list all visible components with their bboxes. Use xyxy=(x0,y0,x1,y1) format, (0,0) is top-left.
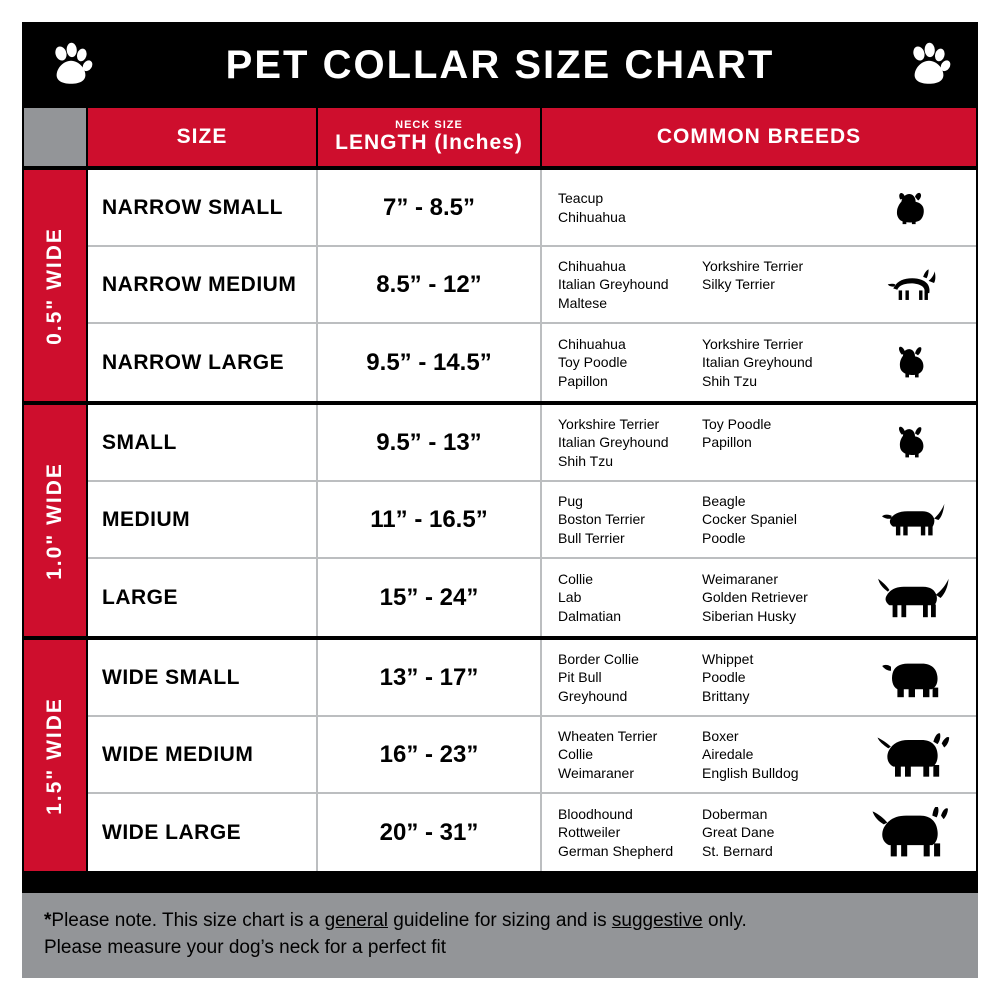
row-breeds xyxy=(542,324,976,401)
row-length: 13” - 17” xyxy=(318,640,542,715)
row-size: SMALL xyxy=(88,405,318,480)
breed-item: Golden Retriever xyxy=(702,589,808,606)
footer-line-1 xyxy=(44,907,956,935)
beagle-silhouette-icon xyxy=(860,484,970,556)
breed-item: Rottweiler xyxy=(558,824,621,841)
group-label-text: 1.0" WIDE xyxy=(43,461,66,580)
breed-item: Papillon xyxy=(558,372,608,389)
row-length: 11” - 16.5” xyxy=(318,482,542,557)
breed-item: Chihuahua xyxy=(558,335,626,352)
group-narrow xyxy=(24,166,976,401)
breed-item: Chihuahua xyxy=(558,257,626,274)
table-header-row xyxy=(24,108,976,166)
breed-item: Poodle xyxy=(702,529,746,546)
breed-item: Airedale xyxy=(702,746,754,763)
footer-underline-general: general xyxy=(324,909,388,931)
row-size: NARROW LARGE xyxy=(88,324,318,401)
breed-column-1 xyxy=(558,570,702,625)
footer-underline-suggestive: suggestive xyxy=(611,909,703,931)
breed-column-2 xyxy=(702,570,846,625)
chihuahua-silhouette-icon xyxy=(860,249,970,321)
breed-item: Pug xyxy=(558,492,583,509)
breed-column-2 xyxy=(702,335,846,390)
table-row xyxy=(88,640,976,717)
group-wide xyxy=(24,636,976,871)
row-breeds xyxy=(542,482,976,557)
breed-item: Weimaraner xyxy=(702,570,778,587)
breed-item: Italian Greyhound xyxy=(558,434,669,451)
group-label-wide xyxy=(24,640,88,871)
breed-item: Bull Terrier xyxy=(558,529,625,546)
group-label-text: 1.5" WIDE xyxy=(43,696,66,815)
breed-item: Toy Poodle xyxy=(558,354,628,371)
header-breeds: COMMON BREEDS xyxy=(542,108,976,166)
table-row xyxy=(88,482,976,559)
breed-item: Chihuahua xyxy=(558,208,626,225)
breed-column-1 xyxy=(558,257,702,312)
breed-column-1 xyxy=(558,189,702,226)
paw-print-icon xyxy=(906,42,952,88)
breed-item: Bloodhound xyxy=(558,805,633,822)
breed-item: Weimaraner xyxy=(558,764,634,781)
page-title: PET COLLAR SIZE CHART xyxy=(225,42,775,87)
yorkie-silhouette-icon xyxy=(860,172,970,244)
breed-item: English Bulldog xyxy=(702,764,799,781)
breed-column-1 xyxy=(558,727,702,782)
header-corner-cell xyxy=(24,108,88,166)
table-row xyxy=(88,559,976,636)
breed-item: Border Collie xyxy=(558,650,639,667)
footer-line-2: Please measure your dog’s neck for a perfect fit xyxy=(44,937,447,959)
breed-item: Silky Terrier xyxy=(702,276,775,293)
row-breeds xyxy=(542,170,976,245)
breed-column-2 xyxy=(702,805,846,860)
group-standard xyxy=(24,401,976,636)
breed-item: Cocker Spaniel xyxy=(702,511,797,528)
breed-item: Boxer xyxy=(702,727,739,744)
breed-item: Poodle xyxy=(702,669,746,686)
breed-item: Lab xyxy=(558,589,582,606)
breed-column-2 xyxy=(702,189,846,226)
row-length: 9.5” - 14.5” xyxy=(318,324,542,401)
breed-column-1 xyxy=(558,335,702,390)
breed-item: Maltese xyxy=(558,294,608,311)
table-row xyxy=(88,717,976,794)
group-label-narrow xyxy=(24,170,88,401)
breed-item: Greyhound xyxy=(558,687,628,704)
breed-item: Yorkshire Terrier xyxy=(702,335,804,352)
breed-item: Siberian Husky xyxy=(702,607,797,624)
row-size: NARROW SMALL xyxy=(88,170,318,245)
breed-item: Collie xyxy=(558,746,594,763)
row-size: LARGE xyxy=(88,559,318,636)
breed-item: Toy Poodle xyxy=(702,415,772,432)
breed-item: Doberman xyxy=(702,805,768,822)
breed-item: Great Dane xyxy=(702,824,775,841)
row-breeds xyxy=(542,405,976,480)
breed-column-2 xyxy=(702,650,846,705)
row-size: WIDE SMALL xyxy=(88,640,318,715)
table-row xyxy=(88,794,976,871)
footer-text-b: guideline for sizing and is xyxy=(387,909,612,931)
breed-item: Teacup xyxy=(558,190,604,207)
row-length: 8.5” - 12” xyxy=(318,247,542,322)
chart-title-bar xyxy=(22,22,978,108)
breed-item: German Shepherd xyxy=(558,842,674,859)
papillon-silhouette-icon xyxy=(860,327,970,399)
row-size: WIDE MEDIUM xyxy=(88,717,318,792)
footer-note xyxy=(22,889,978,978)
row-size: WIDE LARGE xyxy=(88,794,318,871)
table-row xyxy=(88,405,976,482)
asterisk-mark: * xyxy=(44,909,52,931)
breed-column-1 xyxy=(558,805,702,860)
breed-item: Yorkshire Terrier xyxy=(558,415,660,432)
breed-item: Italian Greyhound xyxy=(558,276,669,293)
bulldog-silhouette-icon xyxy=(860,642,970,714)
breed-column-1 xyxy=(558,650,702,705)
row-length: 20” - 31” xyxy=(318,794,542,871)
row-length: 7” - 8.5” xyxy=(318,170,542,245)
breed-column-2 xyxy=(702,492,846,547)
row-breeds xyxy=(542,794,976,871)
footer-text-a: Please note. This size chart is a xyxy=(51,909,325,931)
breed-item: Beagle xyxy=(702,492,746,509)
breed-item: Wheaten Terrier xyxy=(558,727,658,744)
group-label-text: 0.5" WIDE xyxy=(43,226,66,345)
breed-item: Whippet xyxy=(702,650,754,667)
row-length: 16” - 23” xyxy=(318,717,542,792)
size-table xyxy=(22,108,978,889)
row-breeds xyxy=(542,247,976,322)
row-breeds xyxy=(542,559,976,636)
breed-item: Shih Tzu xyxy=(702,372,757,389)
table-row xyxy=(88,170,976,247)
breed-item: Papillon xyxy=(702,434,752,451)
breed-column-1 xyxy=(558,492,702,547)
row-size: NARROW MEDIUM xyxy=(88,247,318,322)
footer-text-c: only. xyxy=(702,909,747,931)
header-length xyxy=(318,108,542,166)
breed-item: Shih Tzu xyxy=(558,452,613,469)
papillon-silhouette-icon xyxy=(860,407,970,479)
breed-item: St. Bernard xyxy=(702,842,773,859)
retriever-silhouette-icon xyxy=(860,562,970,634)
row-length: 15” - 24” xyxy=(318,559,542,636)
header-length-sub: NECK SIZE xyxy=(395,118,463,131)
boxer-silhouette-icon xyxy=(860,719,970,791)
header-length-main: LENGTH (Inches) xyxy=(335,131,523,155)
row-breeds xyxy=(542,640,976,715)
group-label-standard xyxy=(24,405,88,636)
table-row xyxy=(88,247,976,324)
table-row xyxy=(88,324,976,401)
breed-column-1 xyxy=(558,415,702,470)
doberman-silhouette-icon xyxy=(860,797,970,869)
breed-item: Pit Bull xyxy=(558,669,602,686)
breed-item: Italian Greyhound xyxy=(702,354,813,371)
breed-column-2 xyxy=(702,257,846,312)
paw-print-icon xyxy=(48,42,94,88)
breed-item: Dalmatian xyxy=(558,607,622,624)
row-size: MEDIUM xyxy=(88,482,318,557)
breed-item: Yorkshire Terrier xyxy=(702,257,804,274)
chart-frame xyxy=(22,22,978,978)
header-size: SIZE xyxy=(88,108,318,166)
breed-item: Boston Terrier xyxy=(558,511,645,528)
row-length: 9.5” - 13” xyxy=(318,405,542,480)
breed-item: Collie xyxy=(558,570,594,587)
row-breeds xyxy=(542,717,976,792)
breed-item: Brittany xyxy=(702,687,750,704)
breed-column-2 xyxy=(702,727,846,782)
breed-column-2 xyxy=(702,415,846,470)
